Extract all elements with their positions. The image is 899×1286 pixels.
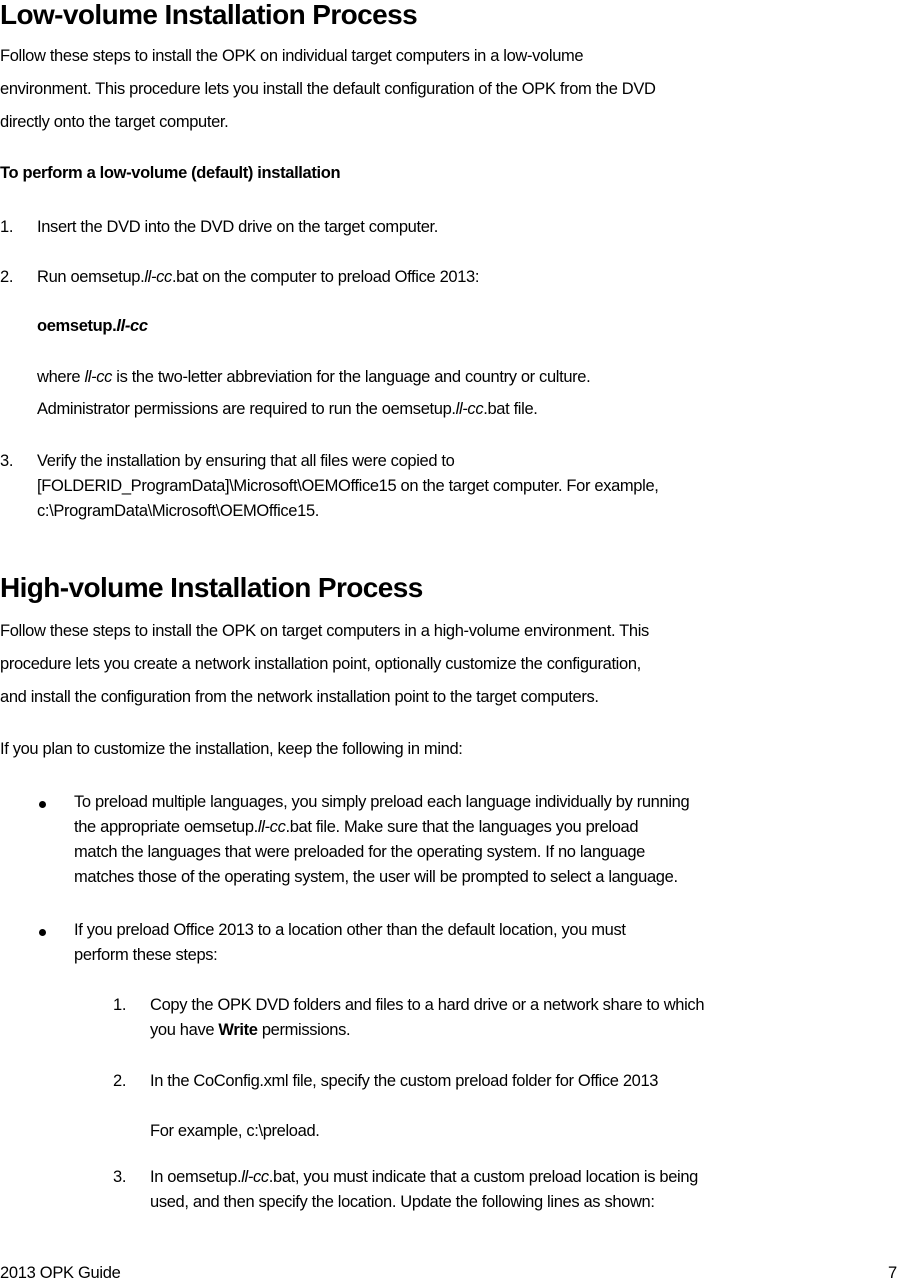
substep-2-line-1: In the CoConfig.xml file, specify the custom preload folder for Office 2013	[150, 1072, 659, 1090]
substep-1-number: 1.	[113, 996, 127, 1014]
substep-1-line-2: you have Write permissions.	[150, 1021, 351, 1039]
substep-3-number: 3.	[113, 1168, 127, 1186]
heading-high-volume: High-volume Installation Process	[0, 572, 423, 603]
high-intro-line-3: and install the configuration from the network installation point to the target computers.	[0, 688, 599, 706]
substep-3-line-1: In oemsetup.ll-cc.bat, you must indicate that a custom preload location is being	[150, 1168, 698, 1186]
footer-page-number: 7	[888, 1264, 897, 1282]
footer-title: 2013 OPK Guide	[0, 1264, 121, 1282]
procedure-title: To perform a low-volume (default) installation	[0, 164, 341, 182]
step-2-note-line-2: Administrator permissions are required to run the oemsetup.ll-cc.bat file.	[37, 400, 538, 418]
step-3-line-1: Verify the installation by ensuring that all files were copied to	[37, 452, 455, 470]
heading-low-volume: Low-volume Installation Process	[0, 0, 418, 30]
low-intro-line-3: directly onto the target computer.	[0, 113, 229, 131]
bullet-2-line-1: If you preload Office 2013 to a location other than the default location, you must	[74, 921, 626, 939]
bullet-1-line-1: To preload multiple languages, you simply preload each language individually by running	[74, 793, 690, 811]
step-3-line-2: [FOLDERID_ProgramData]\Microsoft\OEMOffice15 on the target computer. For example,	[37, 477, 659, 495]
step-2-command: oemsetup.ll-cc	[37, 317, 148, 335]
bullet-1-line-2: the appropriate oemsetup.ll-cc.bat file. Make sure that the languages you preload	[74, 818, 639, 836]
step-2-text: Run oemsetup.ll-cc.bat on the computer to preload Office 2013:	[37, 268, 480, 286]
step-2-number: 2.	[0, 268, 14, 286]
step-1-text: Insert the DVD into the DVD drive on the target computer.	[37, 218, 439, 236]
customize-note: If you plan to customize the installation, keep the following in mind:	[0, 740, 463, 758]
substep-3-line-2: used, and then specify the location. Update the following lines as shown:	[150, 1193, 655, 1211]
step-1-number: 1.	[0, 218, 14, 236]
high-intro-line-1: Follow these steps to install the OPK on target computers in a high-volume environment. This	[0, 622, 649, 640]
substep-2-number: 2.	[113, 1072, 127, 1090]
low-intro-line-1: Follow these steps to install the OPK on individual target computers in a low-volume	[0, 47, 584, 65]
bullet-1-line-4: matches those of the operating system, the user will be prompted to select a language.	[74, 868, 678, 886]
bullet-icon	[39, 801, 46, 808]
step-2-note-line-1: where ll-cc is the two-letter abbreviation for the language and country or culture.	[37, 368, 591, 386]
low-intro-line-2: environment. This procedure lets you install the default configuration of the OPK from the DVD	[0, 80, 656, 98]
step-3-number: 3.	[0, 452, 14, 470]
step-3-line-3: c:\ProgramData\Microsoft\OEMOffice15.	[37, 502, 320, 520]
substep-2-example: For example, c:\preload.	[150, 1122, 320, 1140]
high-intro-line-2: procedure lets you create a network installation point, optionally customize the configuration,	[0, 655, 641, 673]
bullet-1-line-3: match the languages that were preloaded for the operating system. If no language	[74, 843, 645, 861]
bullet-icon	[39, 929, 46, 936]
bullet-2-line-2: perform these steps:	[74, 946, 218, 964]
substep-1-line-1: Copy the OPK DVD folders and files to a hard drive or a network share to which	[150, 996, 705, 1014]
